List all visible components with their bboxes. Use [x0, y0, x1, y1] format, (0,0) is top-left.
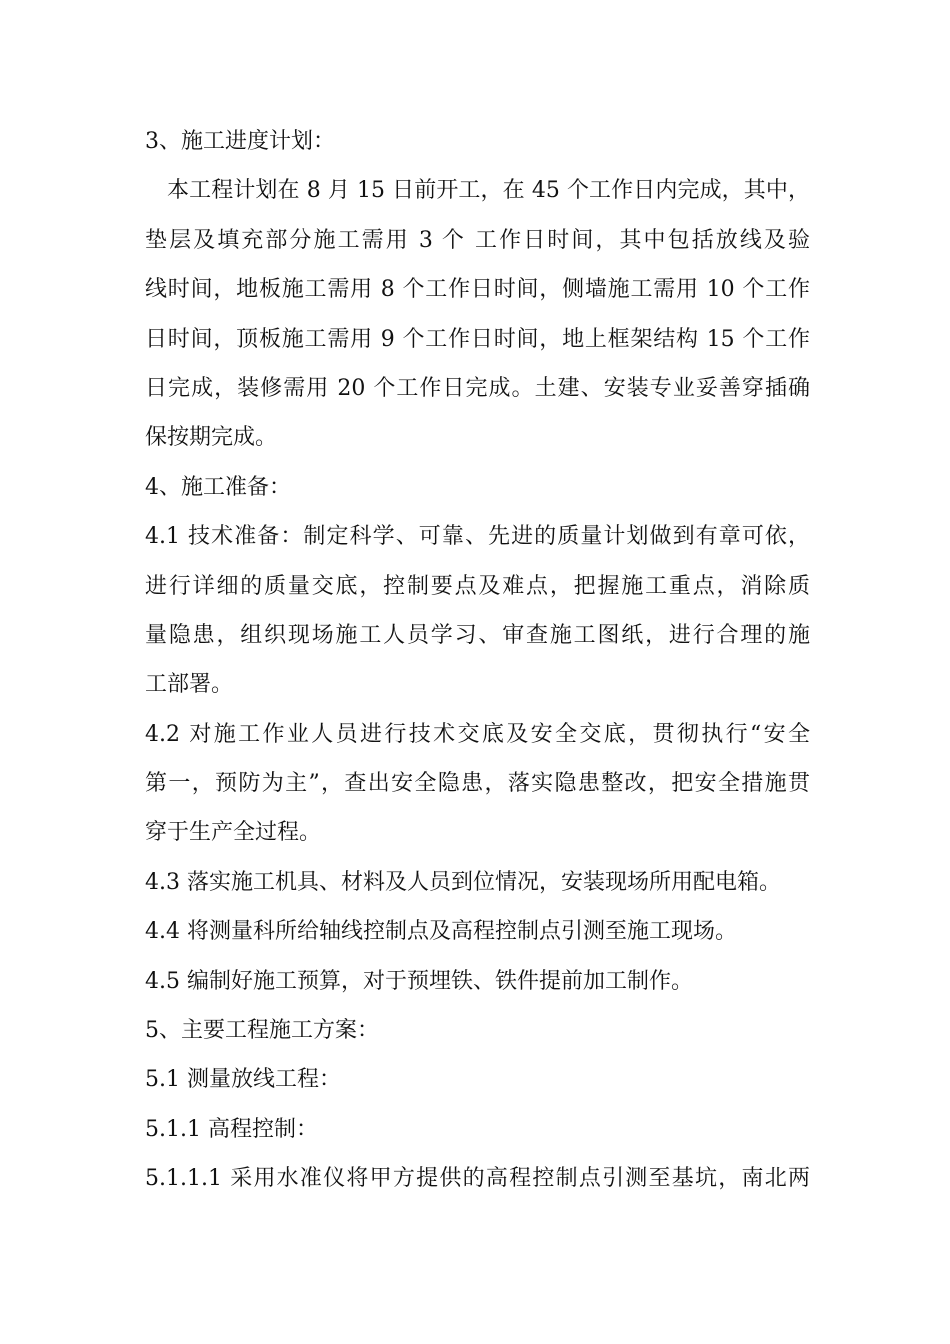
paragraph-line: 进行详细的质量交底，控制要点及难点，把握施工重点，消除质 — [145, 573, 810, 599]
document-body — [145, 117, 810, 1204]
paragraph-line: 4.1 技术准备：制定科学、可靠、先进的质量计划做到有章可依， — [145, 524, 810, 550]
subsection-heading-survey: 5.1 测量放线工程： — [145, 1067, 341, 1093]
paragraph-line: 4.5 编制好施工预算，对于预埋铁、铁件提前加工制作。 — [145, 968, 693, 994]
paragraph-line: 线时间，地板施工需用 8 个工作日时间，侧墙施工需用 10 个工作 — [145, 277, 810, 303]
section-heading-schedule: 3、施工进度计划： — [145, 129, 335, 154]
paragraph-line: 量隐患，组织现场施工人员学习、审查施工图纸，进行合理的施 — [145, 622, 810, 648]
paragraph-line: 工部署。 — [145, 672, 234, 698]
subsection-heading-elevation-control: 5.1.1 高程控制： — [145, 1116, 318, 1142]
paragraph-line: 日完成，装修需用 20 个工作日完成。土建、安装专业妥善穿插确 — [145, 375, 810, 401]
paragraph-line: 穿于生产全过程。 — [145, 820, 322, 846]
paragraph-line: 日时间，顶板施工需用 9 个工作日时间，地上框架结构 15 个工作 — [145, 326, 810, 352]
paragraph-line: 保按期完成。 — [145, 425, 278, 451]
paragraph-line: 4.4 将测量科所给轴线控制点及高程控制点引测至施工现场。 — [145, 919, 737, 945]
paragraph-line: 垫层及填充部分施工需用 3 个 工作日时间，其中包括放线及验 — [145, 227, 810, 253]
paragraph-line: 4.3 落实施工机具、材料及人员到位情况，安装现场所用配电箱。 — [145, 869, 781, 895]
paragraph-line: 第一，预防为主”，查出安全隐患，落实隐患整改，把安全措施贯 — [145, 771, 810, 797]
section-heading-construction-plan: 5、主要工程施工方案： — [145, 1018, 379, 1044]
paragraph-line: 本工程计划在 8 月 15 日前开工，在 45 个工作日内完成，其中， — [167, 178, 810, 204]
paragraph-line: 4.2 对施工作业人员进行技术交底及安全交底，贯彻执行“安全 — [145, 721, 810, 747]
paragraph-line: 5.1.1.1 采用水准仪将甲方提供的高程控制点引测至基坑，南北两 — [145, 1166, 810, 1192]
section-heading-preparation: 4、施工准备： — [145, 474, 291, 500]
